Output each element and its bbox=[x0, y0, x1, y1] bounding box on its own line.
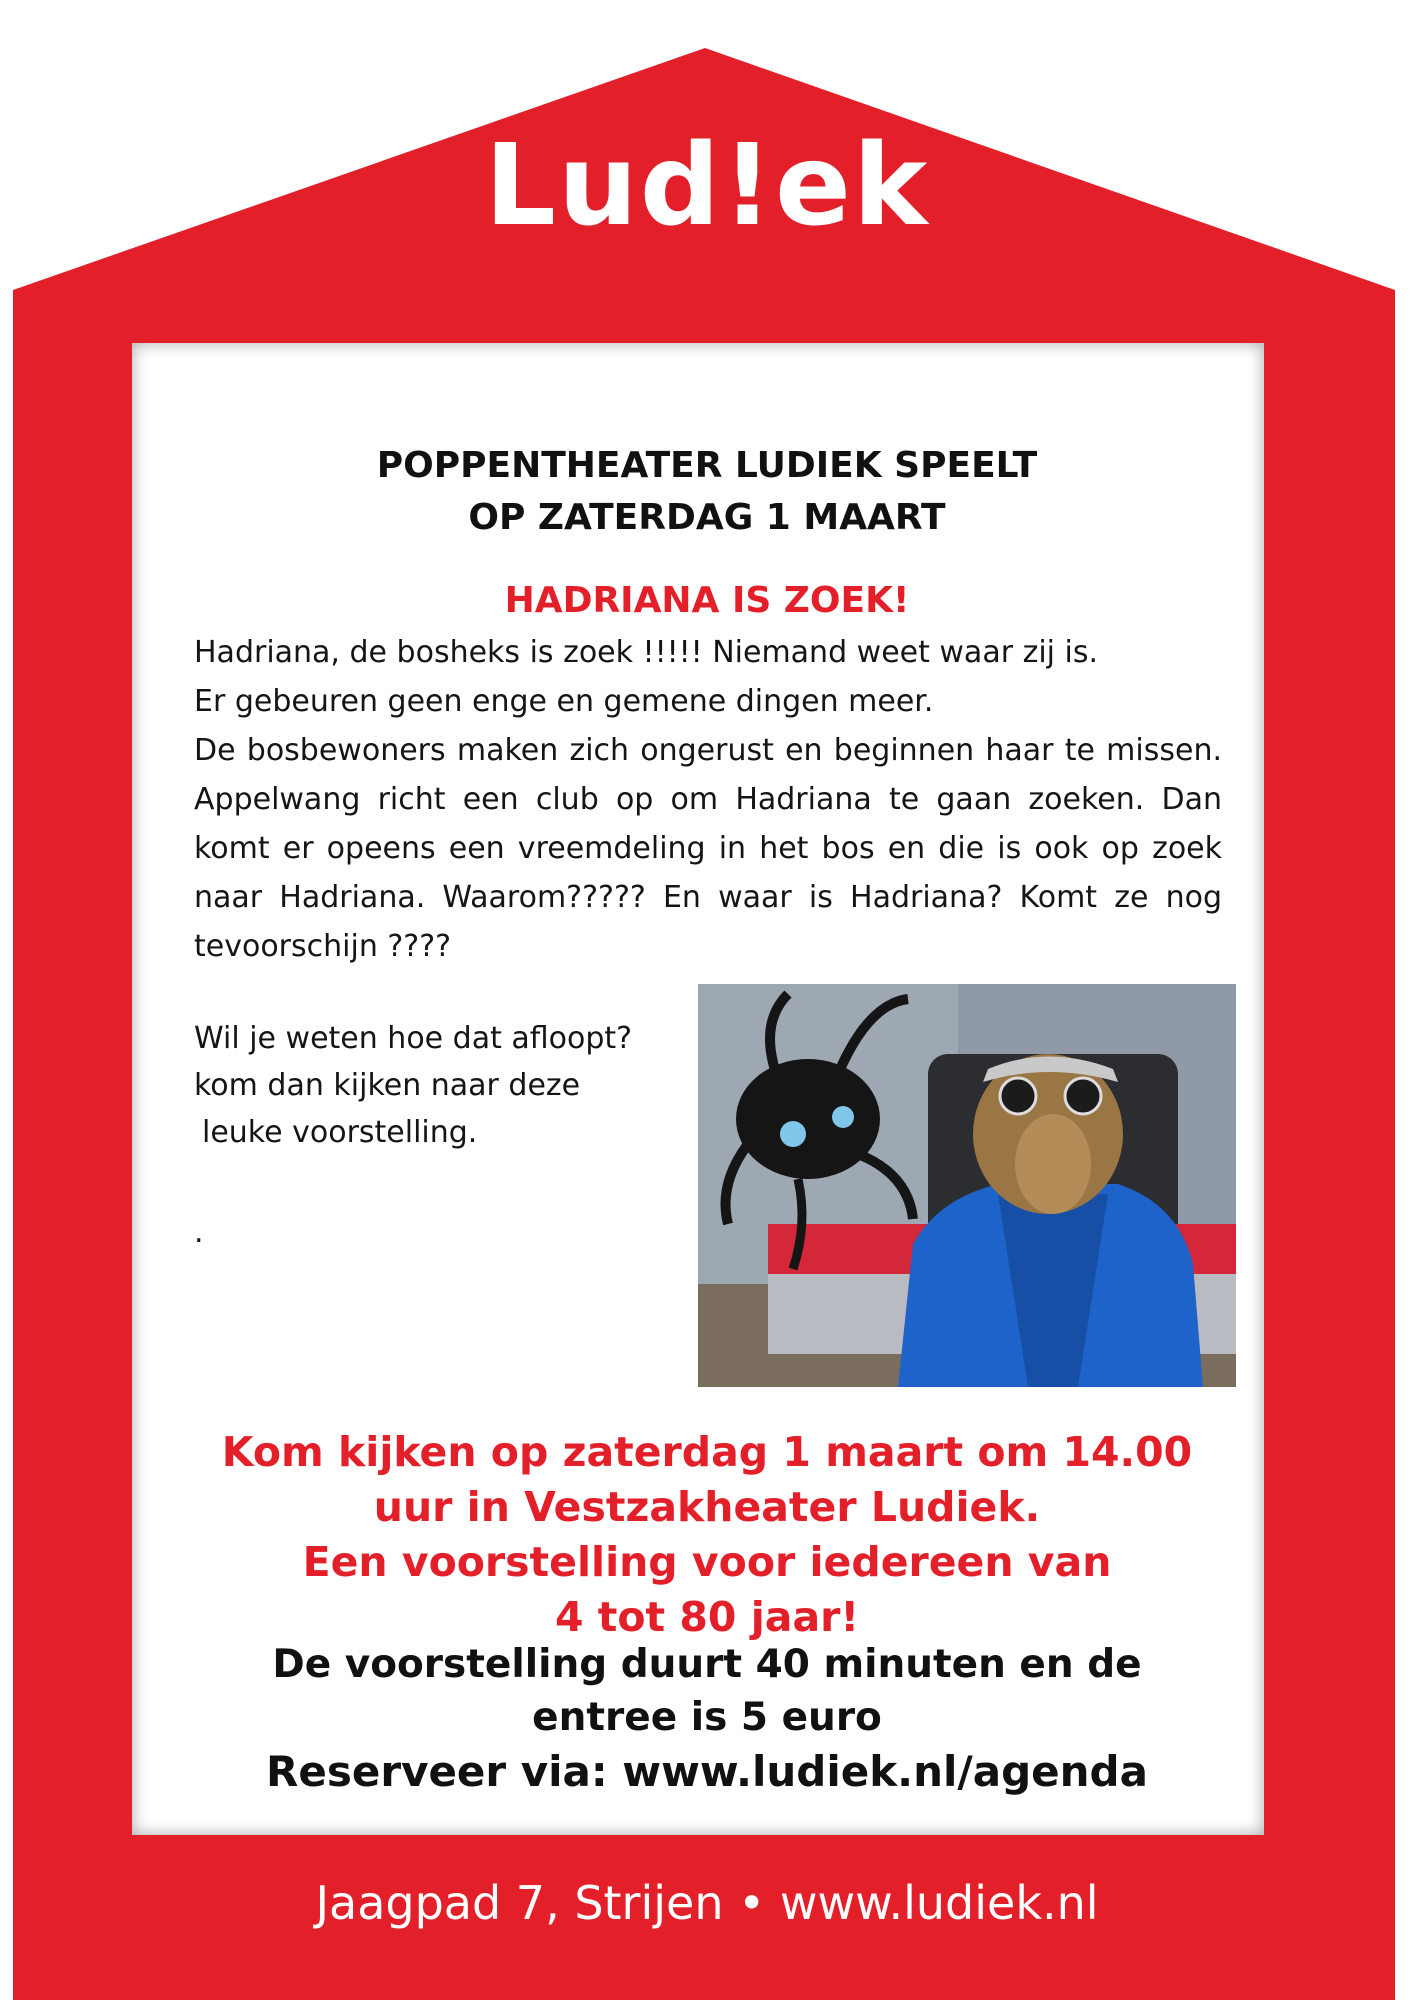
event-line-4: 4 tot 80 jaar! bbox=[554, 1593, 860, 1641]
event-details bbox=[0, 1425, 1414, 1645]
story-line-1: Hadriana, de bosheks is zoek !!!!! Niemand weet waar zij is. bbox=[194, 635, 1099, 670]
puppets-photo bbox=[698, 984, 1236, 1387]
question-text bbox=[194, 1015, 714, 1156]
reservation-link[interactable]: Reserveer via: www.ludiek.nl/agenda bbox=[266, 1747, 1148, 1796]
event-line-1: Kom kijken op zaterdag 1 maart om 14.00 bbox=[221, 1428, 1193, 1476]
stray-dot: . bbox=[194, 1215, 204, 1250]
question-line-2: kom dan kijken naar deze bbox=[194, 1068, 581, 1103]
price-line: entree is 5 euro bbox=[532, 1695, 882, 1740]
title-line-2: OP ZATERDAG 1 MAART bbox=[468, 497, 946, 538]
title-line-1: POPPENTHEATER LUDIEK SPEELT bbox=[376, 445, 1038, 486]
duration-price bbox=[0, 1638, 1414, 1744]
story-paragraph: De bosbewoners maken zich ongerust en beginnen haar te missen. Appelwang richt een club op om Hadriana te gaan zoeken. Dan komt er opeens een vreemdeling in het bos en die is ook op zoek naar Hadriana. Waarom????? En waar is Hadriana? Komt ze nog tevoorschijn ???? bbox=[194, 733, 1222, 964]
question-line-1: Wil je weten hoe dat afloopt? bbox=[194, 1021, 633, 1056]
show-title: HADRIANA IS ZOEK! bbox=[504, 580, 910, 621]
page-title bbox=[0, 440, 1414, 544]
story-line-2: Er gebeuren geen enge en gemene dingen meer. bbox=[194, 684, 934, 719]
duration-line: De voorstelling duurt 40 minuten en de bbox=[272, 1642, 1142, 1687]
ludiek-logo: Lud!ek bbox=[484, 121, 930, 251]
event-line-2: uur in Vestzakheater Ludiek. bbox=[373, 1483, 1041, 1531]
story-text bbox=[194, 628, 1222, 971]
question-line-3: leuke voorstelling. bbox=[202, 1115, 478, 1150]
event-line-3: Een voorstelling voor iedereen van bbox=[302, 1538, 1112, 1586]
footer-address: Jaagpad 7, Strijen • www.ludiek.nl bbox=[315, 1876, 1099, 1930]
